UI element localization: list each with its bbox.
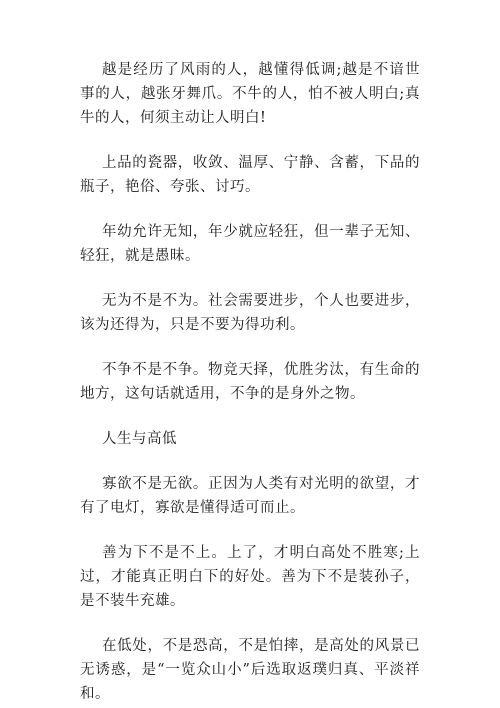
paragraph-4: 无为不是不为。社会需要进步，个人也要进步，该为还得为，只是不要为得功利。 <box>80 293 420 333</box>
paragraph-5: 不争不是不争。物竞天择，优胜劣汰，有生命的地方，这句话就适用，不争的是身外之物。 <box>80 362 420 402</box>
paragraph-1: 越是经历了风雨的人，越懂得低调;越是不谙世事的人，越张牙舞爪。不牛的人，怕不被人明白;真牛的人，何须主动让人明白! <box>80 62 420 126</box>
section-heading: 人生与高低 <box>102 431 177 447</box>
paragraph-7: 善为下不是不上。上了，才明白高处不胜寒;上过，才能真正明白下的好处。善为下不是装孙子，是不装牛充雄。 <box>80 545 420 609</box>
paragraph-3: 年幼允许无知，年少就应轻狂，但一辈子无知、轻狂，就是愚昧。 <box>80 224 420 264</box>
paragraph-6: 寡欲不是无欲。正因为人类有对光明的欲望，才有了电灯，寡欲是懂得适可而止。 <box>80 476 420 516</box>
paragraph-8: 在低处，不是恐高，不是怕摔，是高处的风景已无诱惑，是“一览众山小”后选取返璞归真、平淡祥和。 <box>80 638 420 702</box>
paragraph-2: 上品的瓷器，收敛、温厚、宁静、含蓄，下品的瓶子，艳俗、夸张、讨巧。 <box>80 155 420 195</box>
